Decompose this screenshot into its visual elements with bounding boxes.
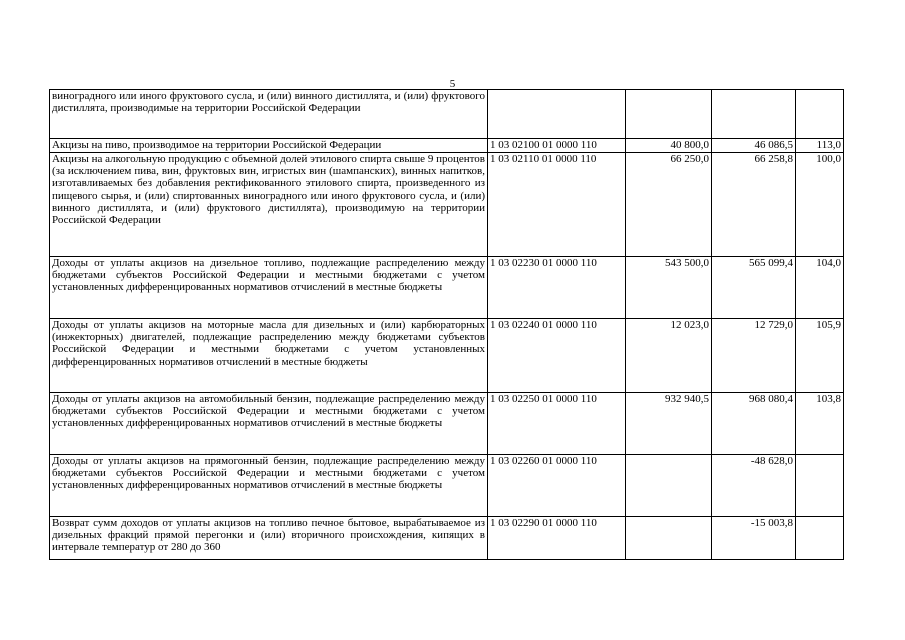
- revenue-description: Доходы от уплаты акцизов на моторные масла для дизельных и (или) карбюраторных (инжекторных) двигателей, подлежащие распределению между бюджетами субъектов Российской Федерации и местными бюджетами с учетом установленных дифференцированных нормативов отчислений в местные бюджеты: [50, 319, 488, 393]
- actual-value: [712, 90, 796, 139]
- plan-value: 543 500,0: [626, 257, 712, 319]
- page-number: 5: [449, 78, 456, 90]
- actual-value: 46 086,5: [712, 139, 796, 153]
- budget-classification-code: 1 03 02250 01 0000 110: [488, 393, 626, 455]
- table-row: [50, 393, 844, 455]
- revenue-description: Акцизы на алкогольную продукцию с объемной долей этилового спирта свыше 9 процентов (за исключением пива, вин, фруктовых вин, игристых вин (шампанских), винных напитков, изготавливаемых без добавления ректификованного этилового спирта, произведенного из пищевого сырья, и (или) спиртованных виноградного или иного фруктового сусла, и (или) винного дистиллята, и (или) фруктового дистиллята), производимую на территории Российской Федерации: [50, 153, 488, 257]
- plan-value: 40 800,0: [626, 139, 712, 153]
- budget-classification-code: 1 03 02100 01 0000 110: [488, 139, 626, 153]
- plan-value: 932 940,5: [626, 393, 712, 455]
- table-row: [50, 139, 844, 153]
- table-row: [50, 517, 844, 560]
- budget-classification-code: 1 03 02240 01 0000 110: [488, 319, 626, 393]
- actual-value: 12 729,0: [712, 319, 796, 393]
- execution-percent: [796, 90, 844, 139]
- actual-value: 968 080,4: [712, 393, 796, 455]
- table-row: [50, 90, 844, 139]
- revenue-description: Доходы от уплаты акцизов на автомобильный бензин, подлежащие распределению между бюджетами субъектов Российской Федерации и местными бюджетами с учетом установленных дифференцированных нормативов отчислений в местные бюджеты: [50, 393, 488, 455]
- budget-classification-code: 1 03 02290 01 0000 110: [488, 517, 626, 560]
- execution-percent: [796, 455, 844, 517]
- actual-value: -48 628,0: [712, 455, 796, 517]
- budget-classification-code: 1 03 02260 01 0000 110: [488, 455, 626, 517]
- execution-percent: [796, 517, 844, 560]
- execution-percent: 103,8: [796, 393, 844, 455]
- execution-percent: 100,0: [796, 153, 844, 257]
- actual-value: -15 003,8: [712, 517, 796, 560]
- revenue-description: Доходы от уплаты акцизов на дизельное топливо, подлежащие распределению между бюджетами субъектов Российской Федерации и местными бюджетами с учетом установленных дифференцированных нормативов отчислений в местные бюджеты: [50, 257, 488, 319]
- budget-revenue-table: [49, 89, 844, 560]
- actual-value: 66 258,8: [712, 153, 796, 257]
- revenue-description: Акцизы на пиво, производимое на территории Российской Федерации: [50, 139, 488, 153]
- plan-value: 66 250,0: [626, 153, 712, 257]
- budget-classification-code: 1 03 02230 01 0000 110: [488, 257, 626, 319]
- plan-value: [626, 455, 712, 517]
- plan-value: [626, 90, 712, 139]
- table-row: [50, 257, 844, 319]
- plan-value: 12 023,0: [626, 319, 712, 393]
- revenue-description: Возврат сумм доходов от уплаты акцизов на топливо печное бытовое, вырабатываемое из дизельных фракций прямой перегонки и (или) вторичного происхождения, кипящих в интервале температур от 280 до 360: [50, 517, 488, 560]
- budget-classification-code: [488, 90, 626, 139]
- plan-value: [626, 517, 712, 560]
- budget-classification-code: 1 03 02110 01 0000 110: [488, 153, 626, 257]
- actual-value: 565 099,4: [712, 257, 796, 319]
- revenue-description: Доходы от уплаты акцизов на прямогонный бензин, подлежащие распределению между бюджетами субъектов Российской Федерации и местными бюджетами с учетом установленных дифференцированных нормативов отчислений в местные бюджеты: [50, 455, 488, 517]
- table-row: [50, 455, 844, 517]
- revenue-description: виноградного или иного фруктового сусла, и (или) винного дистиллята, и (или) фруктового дистиллята, производимые на территории Российской Федерации: [50, 90, 488, 139]
- execution-percent: 113,0: [796, 139, 844, 153]
- execution-percent: 105,9: [796, 319, 844, 393]
- table-row: [50, 319, 844, 393]
- execution-percent: 104,0: [796, 257, 844, 319]
- table-row: [50, 153, 844, 257]
